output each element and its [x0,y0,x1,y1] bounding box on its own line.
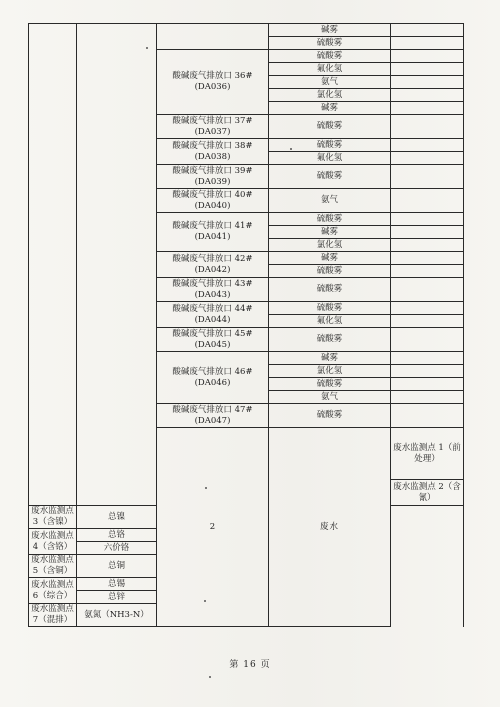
outlet-cell [157,278,269,302]
pollutant-cell: 氟化氢 [269,152,391,165]
outlet-cell [157,165,269,189]
monitoring-point-cell: 废水监测点 2（含氰） [391,480,464,506]
seq-cell-air [29,24,77,506]
category-cell-air [77,24,157,506]
monitoring-point-cell: 废水监测点 5（含铜） [29,555,77,578]
blank-cell [391,152,464,165]
blank-cell [391,213,464,226]
pollutant-cell: 硫酸雾 [269,278,391,302]
outlet-cell [157,139,269,165]
outlet-code: (DA037) [194,126,231,137]
outlet-code: (DA046) [194,377,231,388]
blank-cell [391,139,464,152]
outlet-cell-continued [157,24,269,50]
monitoring-point-cell: 废水监测点 3（含镍） [29,506,77,529]
blank-cell [391,76,464,89]
blank-cell [391,165,464,189]
blank-cell [391,352,464,365]
blank-cell [391,378,464,391]
outlet-code: (DA043) [194,289,231,300]
outlet-code: (DA044) [194,314,231,325]
outlet-name: 酸碱废气排放口 45# [172,328,253,339]
outlet-code: (DA042) [194,264,231,275]
outlet-code: (DA039) [194,176,231,187]
pollutant-cell: 碱雾 [269,352,391,365]
blank-cell [391,24,464,37]
pollutant-cell: 总铬 [77,529,157,542]
pollutant-cell: 硫酸雾 [269,404,391,428]
outlet-cell [157,189,269,213]
outlet-cell [157,328,269,352]
pollutant-cell: 氯化氢 [269,239,391,252]
monitoring-table-body [29,24,464,627]
blank-cell [391,404,464,428]
pollutant-cell: 硫酸雾 [269,265,391,278]
pollutant-cell: 氨气 [269,391,391,404]
outlet-name: 酸碱废气排放口 42# [172,253,253,264]
page-number: 第 16 页 [229,660,271,670]
pollutant-cell: 硫酸雾 [269,139,391,152]
pollutant-cell: 总锡 [77,578,157,591]
blank-cell [391,365,464,378]
blank-cell [391,226,464,239]
pollutant-cell: 六价铬 [77,542,157,555]
blank-cell [391,102,464,115]
monitoring-point-cell: 废水监测点 4（含铬） [29,529,77,555]
pollutant-cell: 硫酸雾 [269,302,391,315]
blank-cell [391,189,464,213]
pollutant-cell: 氯化氢 [269,365,391,378]
outlet-cell [157,404,269,428]
pollutant-cell: 氨氮（NH3-N） [77,604,157,627]
pollutant-cell: 碱雾 [269,24,391,37]
outlet-name: 酸碱废气排放口 41# [172,221,253,231]
blank-cell [391,89,464,102]
pollutant-cell: 硫酸雾 [269,37,391,50]
outlet-name: 酸碱废气排放口 40# [172,189,253,200]
outlet-code: (DA047) [194,415,231,426]
outlet-name: 酸碱废气排放口 36# [172,71,253,81]
outlet-cell [157,213,269,252]
blank-cell [391,37,464,50]
blank-cell [391,63,464,76]
pollutant-cell: 总锌 [77,591,157,604]
pollutant-cell: 硫酸雾 [269,115,391,139]
pollutant-cell: 氟化氢 [269,315,391,328]
outlet-code: (DA036) [194,82,231,92]
blank-cell [391,302,464,315]
pollutant-cell: 硫酸雾 [269,50,391,63]
outlet-name: 酸碱废气排放口 43# [172,278,253,289]
blank-cell [391,50,464,63]
monitoring-point-cell: 废水监测点 1（前处理） [391,428,464,480]
pollutant-cell: 氯化氢 [269,89,391,102]
pollutant-cell: 总镍 [77,506,157,529]
outlet-cell [157,352,269,404]
pollutant-cell: 氨气 [269,76,391,89]
outlet-name: 酸碱废气排放口 47# [172,404,253,415]
pollutant-cell: 氟化氢 [269,63,391,76]
blank-cell [391,239,464,252]
outlet-name: 酸碱废气排放口 38# [172,140,253,151]
blank-cell [391,252,464,265]
outlet-name: 酸碱废气排放口 44# [172,303,253,314]
pollutant-cell: 碱雾 [269,226,391,239]
seq-cell-wastewater: 2 [157,428,269,627]
outlet-code: (DA041) [194,232,231,242]
outlet-code: (DA038) [194,151,231,162]
outlet-name: 酸碱废气排放口 46# [172,366,253,377]
pollutant-cell: 硫酸雾 [269,328,391,352]
outlet-cell [157,50,269,115]
blank-cell [391,115,464,139]
monitoring-table [28,23,464,627]
monitoring-point-cell: 废水监测点 7（混排） [29,604,77,627]
blank-cell [391,315,464,328]
pollutant-cell: 碱雾 [269,102,391,115]
blank-cell [391,391,464,404]
blank-cell [391,278,464,302]
outlet-cell [157,302,269,328]
outlet-code: (DA045) [194,339,231,350]
category-cell-wastewater: 废水 [269,428,391,627]
pollutant-cell: 碱雾 [269,252,391,265]
blank-cell [391,265,464,278]
pollutant-cell: 硫酸雾 [269,213,391,226]
pollutant-cell: 硫酸雾 [269,165,391,189]
pollutant-cell: 氨气 [269,189,391,213]
blank-cell [391,328,464,352]
monitoring-point-cell: 废水监测点 6（综合） [29,578,77,604]
outlet-cell [157,252,269,278]
outlet-code: (DA040) [194,200,231,211]
pollutant-cell: 总铜 [77,555,157,578]
table-row [29,24,464,37]
pollutant-cell: 硫酸雾 [269,378,391,391]
outlet-name: 酸碱废气排放口 39# [172,165,253,176]
outlet-cell [157,115,269,139]
outlet-name: 酸碱废气排放口 37# [172,115,253,126]
